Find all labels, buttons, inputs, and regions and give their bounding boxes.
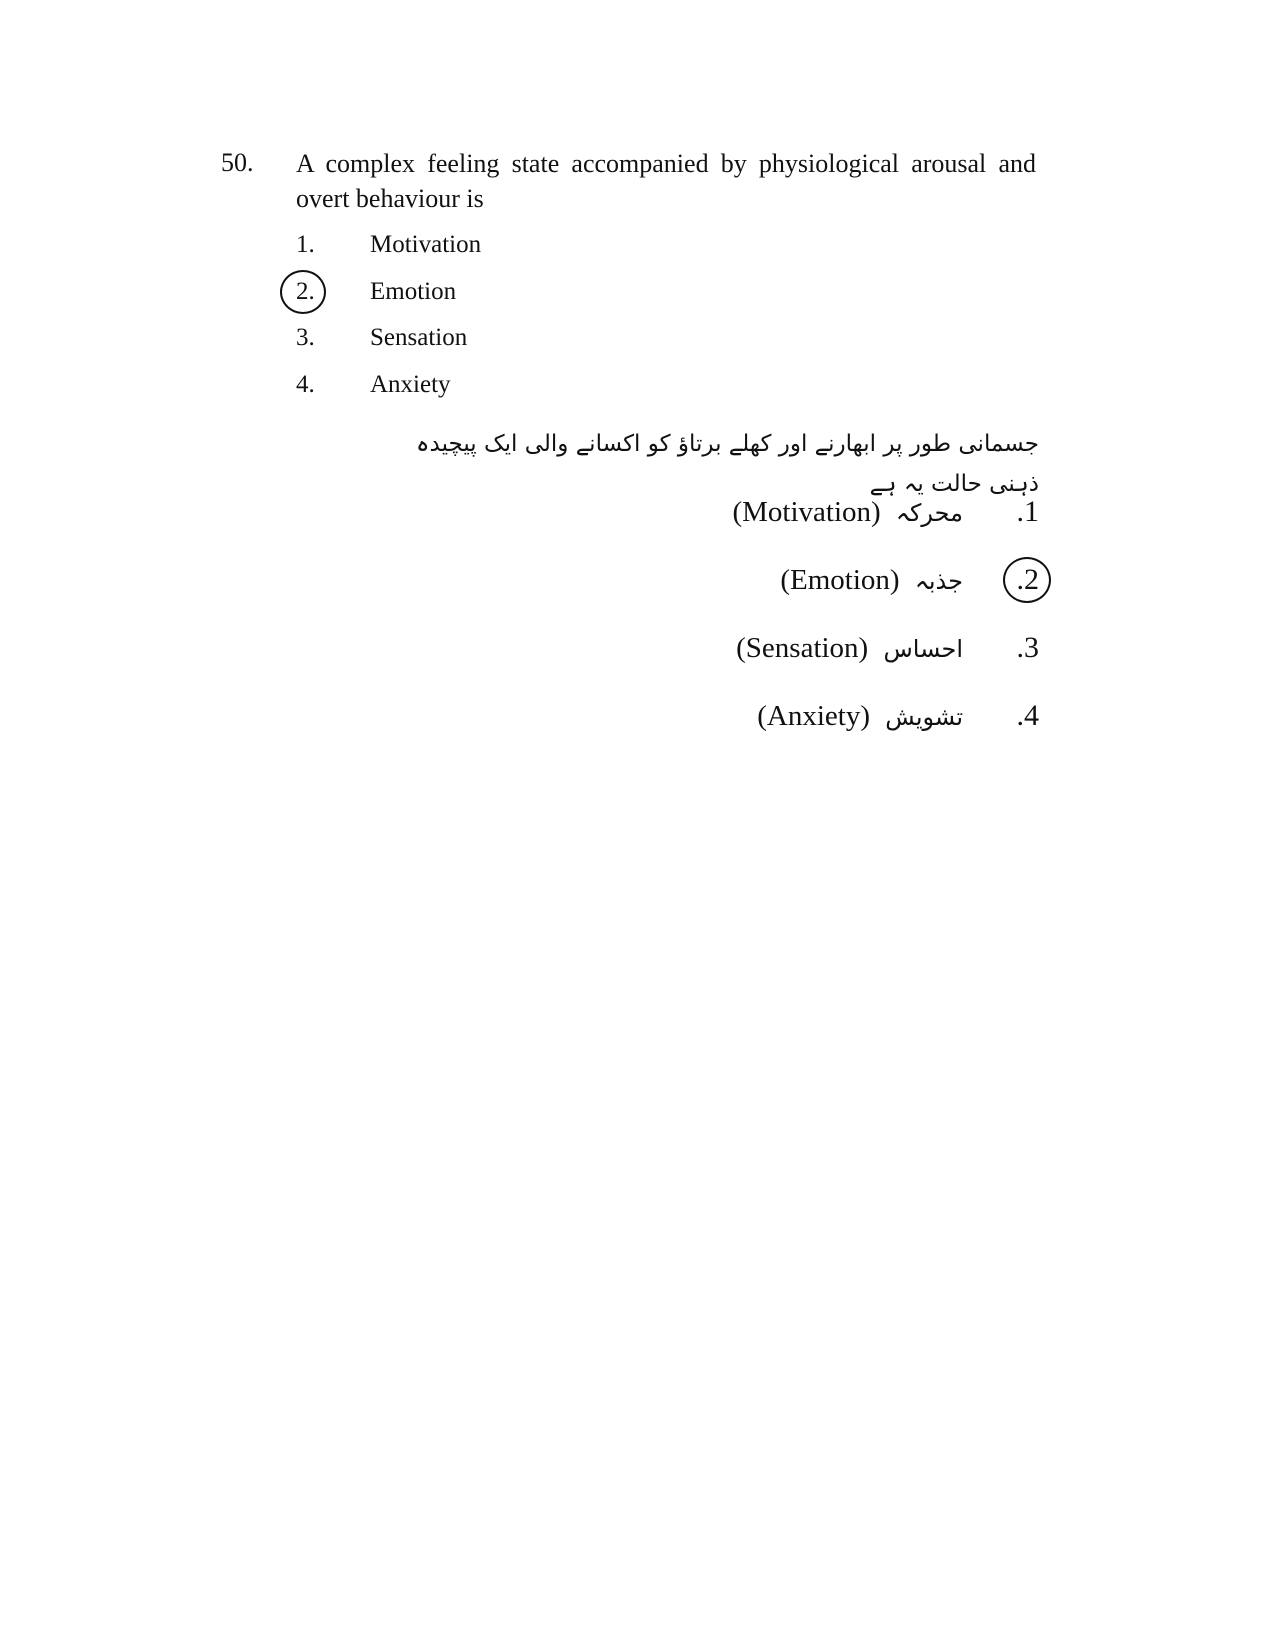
urdu-option-english-label: (Motivation) <box>732 496 881 528</box>
urdu-option-number: .4 <box>1016 699 1039 732</box>
option-number: 4. <box>296 370 315 398</box>
option-3[interactable] <box>296 322 696 369</box>
urdu-option-4[interactable] <box>539 696 1039 764</box>
urdu-question-stem: جسمانی طور پر ابھارنے اور کھلے برتاؤ کو اکسانے والی ایک پیچیدہ ذہنی حالت یہ ہے <box>416 431 1039 497</box>
urdu-option-label: تشویش <box>885 703 963 731</box>
english-options-list <box>296 229 696 415</box>
option-label: Sensation <box>370 324 468 351</box>
option-2[interactable] <box>296 276 696 323</box>
urdu-option-2[interactable] <box>539 560 1039 628</box>
option-label: Anxiety <box>370 370 451 398</box>
question-stem: A complex feeling state accompanied by physiological arousal and overt behaviour is <box>296 149 1036 213</box>
option-number: 2. <box>296 277 315 305</box>
option-4[interactable] <box>296 369 696 416</box>
urdu-option-label: جذبہ <box>914 567 963 595</box>
urdu-option-label: محرکہ <box>895 499 963 527</box>
option-number: 3. <box>296 324 315 351</box>
urdu-options-list <box>539 492 1039 764</box>
option-number: 1. <box>296 231 315 258</box>
urdu-option-number: .1 <box>1016 495 1039 528</box>
urdu-option-number: .2 <box>1016 563 1039 596</box>
urdu-option-english-label: (Anxiety) <box>757 700 870 732</box>
urdu-option-english-label: (Emotion) <box>780 564 900 596</box>
question-number: 50. <box>221 148 254 177</box>
urdu-option-text <box>780 560 963 601</box>
urdu-option-number: .3 <box>1016 631 1039 664</box>
option-label: Motivation <box>370 231 482 258</box>
urdu-option-text <box>732 492 963 533</box>
urdu-option-3[interactable] <box>539 628 1039 696</box>
urdu-option-1[interactable] <box>539 492 1039 560</box>
urdu-option-english-label: (Sensation) <box>736 632 869 664</box>
urdu-option-text <box>757 696 963 737</box>
option-label: Emotion <box>370 277 457 305</box>
urdu-option-text <box>736 628 963 669</box>
urdu-option-label: احساس <box>883 635 963 663</box>
option-1[interactable] <box>296 229 696 276</box>
